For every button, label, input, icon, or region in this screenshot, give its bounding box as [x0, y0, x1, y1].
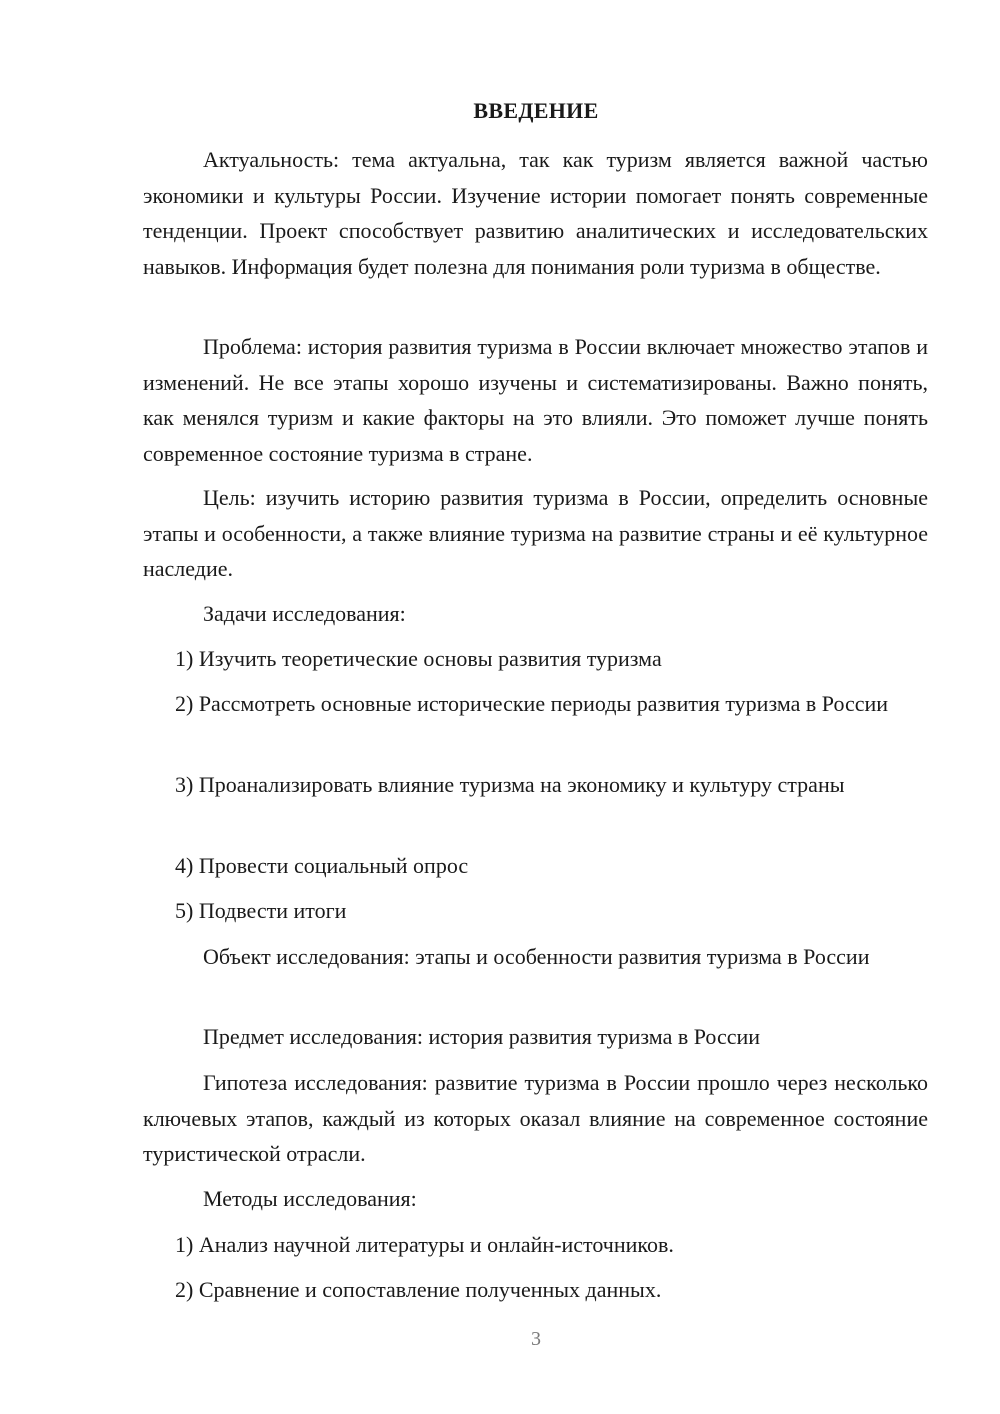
relevance-paragraph: Актуальность: тема актуальна, так как туризм является важной частью экономики и культуры России. Изучение истории помогает понять современные тенденции. Проект способствует развитию аналитических и исследовательских навыков. Информация будет полезна для понимания роли туризма в обществе. [143, 147, 928, 279]
methods-heading: Методы исследования: [203, 1186, 417, 1211]
page-number: 3 [531, 1328, 541, 1350]
method-item: 1) Анализ научной литературы и онлайн-источников. [175, 1232, 674, 1257]
page-title: ВВЕДЕНИЕ [473, 98, 599, 123]
tasks-heading: Задачи исследования: [203, 601, 406, 626]
subject-paragraph: Предмет исследования: история развития туризма в России [203, 1024, 761, 1049]
task-item: 1) Изучить теоретические основы развития туризма [175, 646, 662, 671]
task-item: 2) Рассмотреть основные исторические периоды развития туризма в России [175, 691, 889, 716]
task-item: 3) Проанализировать влияние туризма на экономику и культуру страны [175, 772, 845, 797]
object-paragraph: Объект исследования: этапы и особенности развития туризма в России [203, 944, 870, 969]
task-item: 5) Подвести итоги [175, 898, 347, 923]
method-item: 2) Сравнение и сопоставление полученных данных. [175, 1277, 662, 1302]
task-item: 4) Провести социальный опрос [175, 853, 469, 878]
problem-paragraph: Проблема: история развития туризма в России включает множество этапов и изменений. Не все этапы хорошо изучены и систематизированы. Важно понять, как менялся туризм и какие факторы на это влияли. Это поможет лучше понять современное состояние туризма в стране. [143, 334, 928, 466]
hypothesis-paragraph: Гипотеза исследования: развитие туризма в России прошло через несколько ключевых этапов, каждый из которых оказал влияние на современное состояние туристической отрасли. [143, 1070, 928, 1166]
goal-paragraph: Цель: изучить историю развития туризма в России, определить основные этапы и особенности, а также влияние туризма на развитие страны и её культурное наследие. [143, 485, 928, 581]
